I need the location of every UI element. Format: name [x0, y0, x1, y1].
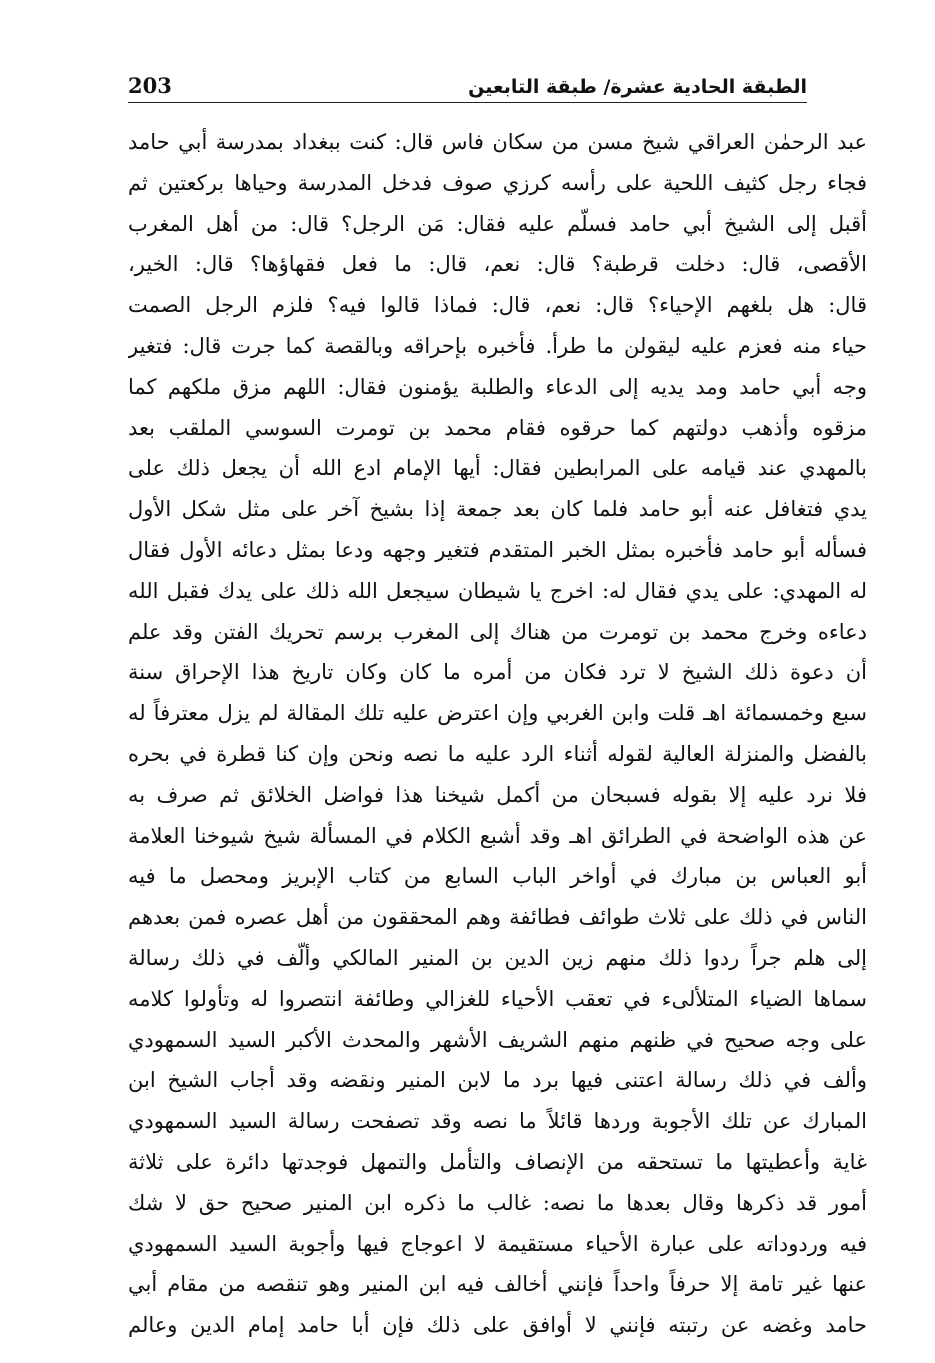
text-line: غاية وأعطيتها ما تستحقه من الإنصاف والتأمل والتمهل فوجدتها دائرة على ثلاثة: [128, 1149, 867, 1174]
text-line: أقبل إلى الشيخ أبي حامد فسلّم عليه فقال: مَن الرجل؟ قال: من أهل المغرب: [128, 211, 867, 236]
text-line: بالمهدي عند قيامه على المرابطين فقال: أيها الإمام ادع الله أن يجعل ذلك على: [128, 456, 867, 481]
text-line: على وجه صحيح في ظنهم منهم الشريف الأشهر والمحدث الأكبر السيد السمهودي: [128, 1027, 867, 1052]
running-head: الطبقة الحادية عشرة/ طبقة التابعين: [468, 76, 807, 98]
text-line: وجه أبي حامد ومد يديه إلى الدعاء والطلبة يؤمنون فقال: اللهم مزق ملكهم كما: [128, 374, 867, 399]
text-line: سماها الضياء المتلألىء في تعقب الأحياء للغزالي وطائفة انتصروا له وتأولوا كلامه: [128, 986, 867, 1011]
text-line: حامد وغضه عن رتبته فإنني لا أوافق على ذلك فإن أبا حامد إمام الدين وعالم: [128, 1313, 867, 1338]
text-line: مزقوه وأذهب دولتهم كما حرقوه فقام محمد بن تومرت السوسي الملقب بعد: [128, 415, 867, 440]
text-line: فلا نرد عليه إلا بقوله فسبحان من أكمل شيخنا هذا فواضل الخلائق ثم صرف به: [128, 782, 867, 807]
text-line: حياء منه فعزم عليه ليقولن ما طرأ. فأخبره بإحراقه وبالقصة كما جرت قال: فتغير: [128, 333, 867, 358]
page-number: 203: [128, 73, 172, 98]
text-line: فسأله أبو حامد فأخبره بمثل الخبر المتقدم فتغير وجهه ودعا بمثل دعائه الأول فقال: [128, 537, 867, 562]
text-line: عنها غير تامة إلا حرفاً واحداً فإنني أخالف فيه ابن المنير وهو تنقصه من مقام أبي: [128, 1272, 867, 1297]
body-text: [128, 122, 867, 1346]
text-line: الناس في ذلك على ثلاث طوائف فطائفة وهم المحققون من أهل عصره فمن بعدهم: [128, 905, 867, 930]
text-line: سبع وخمسمائة اهـ قلت وابن الغربي وإن اعترض عليه تلك المقالة لم يزل معترفاً له: [128, 701, 867, 726]
text-line: له المهدي: على يدي فقال له: اخرج يا شيطان سيجعل الله ذلك على يدك فقبل الله: [128, 578, 867, 603]
text-line: الأقصى، قال: دخلت قرطبة؟ قال: نعم، قال: ما فعل فقهاؤها؟ قال: الخير،: [128, 252, 867, 277]
text-line: إلى هلم جراً ردوا ذلك منهم زين الدين بن المنير المالكي وألّف في ذلك رسالة: [128, 945, 867, 970]
text-line: عن هذه الواضحة في الطرائق اهـ وقد أشبع الكلام في المسألة شيخ شيوخنا العلامة: [128, 823, 867, 848]
text-line: وألف في ذلك رسالة اعتنى فيها برد ما لابن المنير ونقضه وقد أجاب الشيخ ابن: [128, 1068, 867, 1093]
text-line: قال: هل بلغهم الإحياء؟ قال: نعم، قال: فماذا قالوا فيه؟ فلزم الرجل الصمت: [128, 293, 867, 318]
text-line: عبد الرحمٰن العراقي شيخ مسن من سكان فاس قال: كنت ببغداد بمدرسة أبي حامد: [128, 130, 867, 154]
text-line: المبارك عن تلك الأجوبة وردها قائلاً ما نصه وقد تصفحت رسالة السيد السمهودي: [128, 1109, 867, 1134]
text-line: فجاء رجل كثيف اللحية على رأسه كرزي صوف فدخل المدرسة وحياها بركعتين ثم: [128, 170, 867, 195]
text-line: دعاءه وخرج محمد بن تومرت من هناك إلى المغرب برسم تحريك الفتن وقد علم: [128, 619, 867, 644]
page-header: [128, 62, 807, 103]
text-line: يدي فتغافل عنه أبو حامد فلما كان بعد جمعة إذا بشيخ آخر على مثل شكل الأول: [128, 497, 867, 522]
text-line: بالفضل والمنزلة العالية لقوله أثناء الرد عليه ما نصه ونحن وإن كنا قطرة في بحره: [128, 741, 867, 766]
text-line: فيه وردوداته على عبارة الأحياء مستقيمة لا اعوجاج فيها وأجوبة السيد السمهودي: [128, 1231, 867, 1256]
text-line: أبو العباس بن مبارك في أواخر الباب السابع من كتاب الإبريز ومحصل ما فيه: [128, 864, 867, 889]
text-line: أن دعوة ذلك الشيخ لا ترد فكان من أمره ما كان وكان تاريخ هذا الإحراق سنة: [128, 660, 867, 685]
text-line: أمور قد ذكرها وقال بعدها ما نصه: غالب ما ذكره ابن المنير صحيح حق لا شك: [128, 1190, 867, 1215]
